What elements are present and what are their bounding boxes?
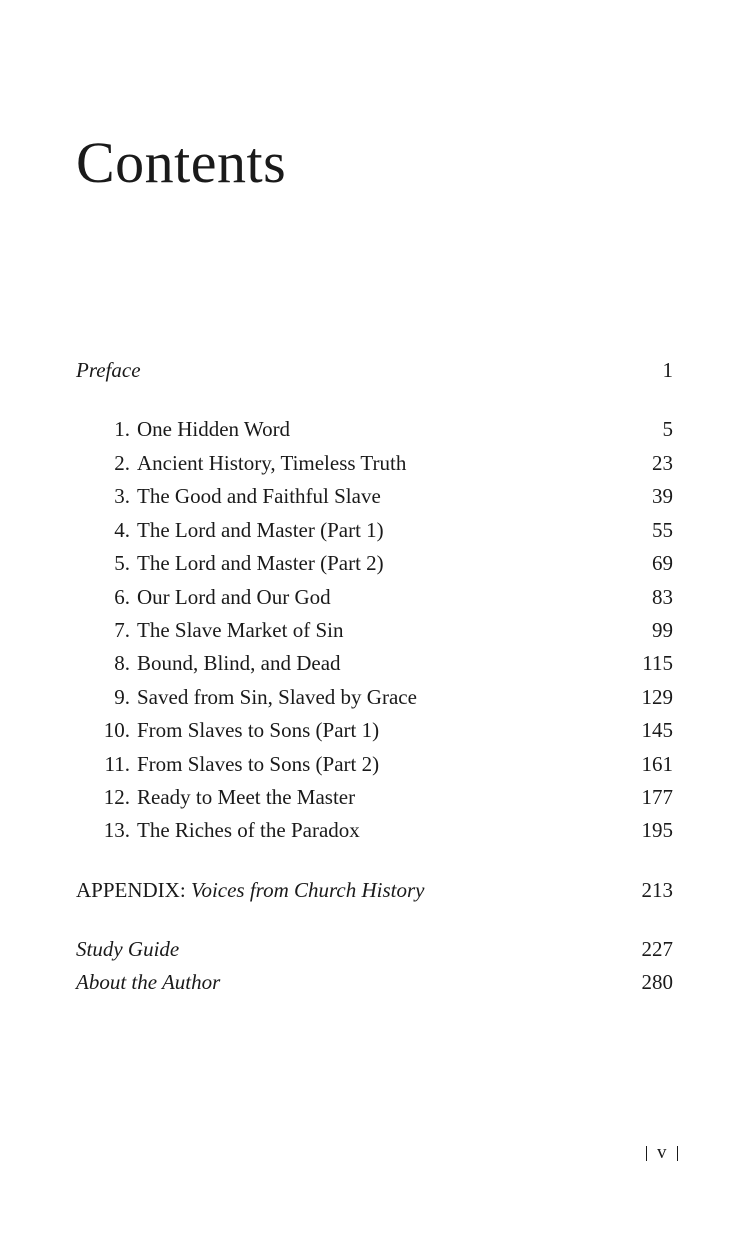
chapter-page: 115: [642, 651, 673, 675]
toc-chapter-7[interactable]: [0, 615, 750, 645]
chapter-number: 1.: [114, 417, 130, 441]
chapter-number: 11.: [104, 752, 130, 776]
chapter-number: 7.: [114, 618, 130, 642]
chapter-page: 23: [652, 451, 673, 475]
toc-entry-about-the-author[interactable]: [0, 967, 750, 997]
folio-rule-right: [677, 1146, 678, 1161]
toc-chapter-3[interactable]: [0, 481, 750, 511]
chapter-number: 2.: [114, 451, 130, 475]
chapter-number: 8.: [114, 651, 130, 675]
chapter-title: Ancient History, Timeless Truth: [137, 451, 407, 475]
chapter-title: The Lord and Master (Part 1): [137, 518, 384, 542]
folio-rule-left: [646, 1146, 647, 1161]
chapter-title: The Lord and Master (Part 2): [137, 551, 384, 575]
toc-entry-page: 227: [641, 937, 673, 961]
toc-chapter-2[interactable]: [0, 448, 750, 478]
page-title: Contents: [76, 130, 287, 195]
toc-chapter-11[interactable]: [0, 749, 750, 779]
toc-entry-page: 280: [641, 970, 673, 994]
chapter-title: Ready to Meet the Master: [137, 785, 356, 809]
toc-chapter-6[interactable]: [0, 582, 750, 612]
chapter-page: 129: [641, 685, 673, 709]
chapter-number: 3.: [114, 484, 130, 508]
chapter-title: Our Lord and Our God: [137, 585, 331, 609]
chapter-number: 10.: [103, 718, 130, 742]
chapter-page: 39: [652, 484, 673, 508]
chapter-number: 13.: [103, 818, 130, 842]
chapter-title: From Slaves to Sons (Part 1): [137, 718, 380, 742]
toc-entry-title: Study Guide: [76, 937, 180, 961]
chapter-title: One Hidden Word: [137, 417, 291, 441]
toc-entry-appendix[interactable]: [0, 875, 750, 905]
toc-entry-title: About the Author: [76, 970, 221, 994]
chapter-number: 4.: [114, 518, 130, 542]
chapter-title: The Riches of the Paradox: [137, 818, 360, 842]
toc-entry-preface[interactable]: [0, 355, 750, 385]
chapter-page: 83: [652, 585, 673, 609]
chapter-page: 177: [641, 785, 673, 809]
chapter-number: 5.: [114, 551, 130, 575]
chapter-title: The Good and Faithful Slave: [137, 484, 381, 508]
page-number-folio: [636, 1141, 688, 1165]
toc-entry-title: [76, 875, 424, 905]
toc-entry-title: Preface: [76, 358, 141, 382]
chapter-number: 9.: [114, 685, 130, 709]
chapter-title: The Slave Market of Sin: [137, 618, 344, 642]
toc-chapter-9[interactable]: [0, 682, 750, 712]
toc-entry-study-guide[interactable]: [0, 934, 750, 964]
toc-chapter-8[interactable]: [0, 648, 750, 678]
chapter-page: 5: [662, 417, 673, 441]
toc-entry-page: 1: [662, 358, 673, 382]
chapter-number: 12.: [103, 785, 130, 809]
chapter-page: 69: [652, 551, 673, 575]
folio-number: v: [657, 1142, 667, 1163]
chapter-page: 195: [641, 818, 673, 842]
chapter-page: 55: [652, 518, 673, 542]
toc-chapter-12[interactable]: [0, 782, 750, 812]
chapter-page: 99: [652, 618, 673, 642]
toc-chapter-13[interactable]: [0, 815, 750, 845]
chapter-title: From Slaves to Sons (Part 2): [137, 752, 380, 776]
chapter-number: 6.: [114, 585, 130, 609]
appendix-title: Voices from Church History: [190, 878, 425, 902]
toc-chapter-5[interactable]: [0, 548, 750, 578]
appendix-label: APPENDIX:: [76, 878, 186, 902]
toc-chapter-1[interactable]: [0, 414, 750, 444]
chapter-title: Saved from Sin, Slaved by Grace: [137, 685, 417, 709]
chapter-title: Bound, Blind, and Dead: [137, 651, 341, 675]
chapter-page: 161: [641, 752, 673, 776]
chapter-page: 145: [641, 718, 673, 742]
toc-entry-page: 213: [641, 878, 673, 902]
toc-chapter-10[interactable]: [0, 715, 750, 745]
toc-chapter-4[interactable]: [0, 515, 750, 545]
